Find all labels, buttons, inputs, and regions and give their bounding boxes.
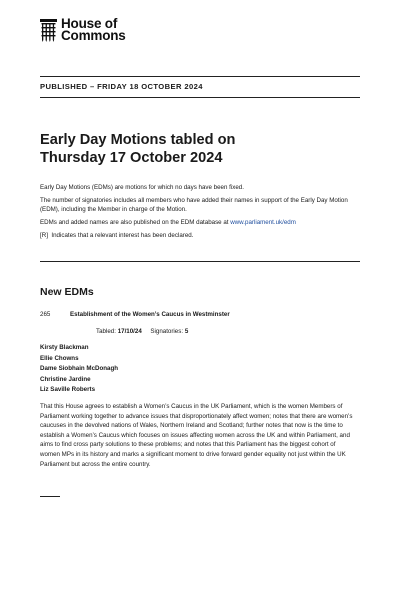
logo-line-2: Commons [61, 28, 126, 43]
signatory-name: Dame Siobhain McDonagh [40, 365, 119, 372]
page-title [40, 131, 235, 167]
portcullis-icon [40, 19, 57, 42]
edm-number: 265 [40, 311, 51, 318]
tabled-date: 17/10/24 [117, 328, 142, 335]
signatory-name: Kirsty Blackman [40, 344, 89, 351]
end-rule [40, 496, 60, 497]
relevant-interest-text: Indicates that a relevant interest has been declared. [51, 231, 194, 239]
published-bottom-rule [40, 97, 360, 98]
signatory-list [40, 343, 118, 396]
page-title-line-1: Early Day Motions tabled on [40, 132, 236, 148]
intro-paragraph-3 [40, 219, 360, 228]
tabled-label: Tabled: [96, 328, 116, 335]
published-date: PUBLISHED – FRIDAY 18 OCTOBER 2024 [40, 82, 203, 91]
signatory-name: Ellie Chowns [40, 354, 79, 362]
logo-wordmark [61, 18, 126, 42]
signatories-count: 5 [184, 328, 189, 335]
section-divider [40, 261, 360, 262]
relevant-interest-mark: [R] [40, 231, 48, 239]
edm-meta [96, 328, 188, 335]
edm-database-link[interactable]: www.parliament.uk/edm [230, 218, 296, 226]
section-heading: New EDMs [40, 286, 94, 298]
intro-notes [40, 184, 360, 245]
logo-line-1: House of [61, 16, 118, 31]
intro-paragraph-3-text: EDMs and added names are also published on the EDM database at [40, 218, 231, 226]
motion-text: That this House agrees to establish a Women’s Caucus in the UK Parliament, which is the women Members of Parliament working together to advance issues that disproportionately affect women; notes that there are women’s caucuses in the devolved nations of Wales, Northern Ireland and Scotland; further notes that now is the time to establish a Women’s Caucus which focuses on issues affecting women across the UK and within Parliament, and aims to find cross party solutions to these problems; and notes that this Parliament has the biggest cohort of women MPs in its history and marks a significant moment to drive forward gender equality not just within the UK Parliament but across the entire country. [40, 403, 353, 468]
house-of-commons-logo [40, 18, 360, 42]
signatories-label: Signatories: [150, 328, 184, 335]
page-title-line-2: Thursday 17 October 2024 [40, 150, 223, 166]
signatory-name: Christine Jardine [40, 375, 91, 383]
document-page [40, 16, 360, 468]
signatory-name: Liz Saville Roberts [40, 386, 96, 393]
intro-paragraph-2: The number of signatories includes all members who have added their names in support of the Early Day Motion (EDM), including the Member in charge of the Motion. [40, 197, 348, 213]
edm-header [40, 311, 230, 318]
intro-paragraph-4 [40, 232, 360, 241]
published-banner [40, 76, 360, 98]
intro-paragraph-1: Early Day Motions (EDMs) are motions for which no days have been fixed. [40, 184, 244, 191]
edm-title: Establishment of the Women’s Caucus in Westminster [70, 311, 230, 318]
